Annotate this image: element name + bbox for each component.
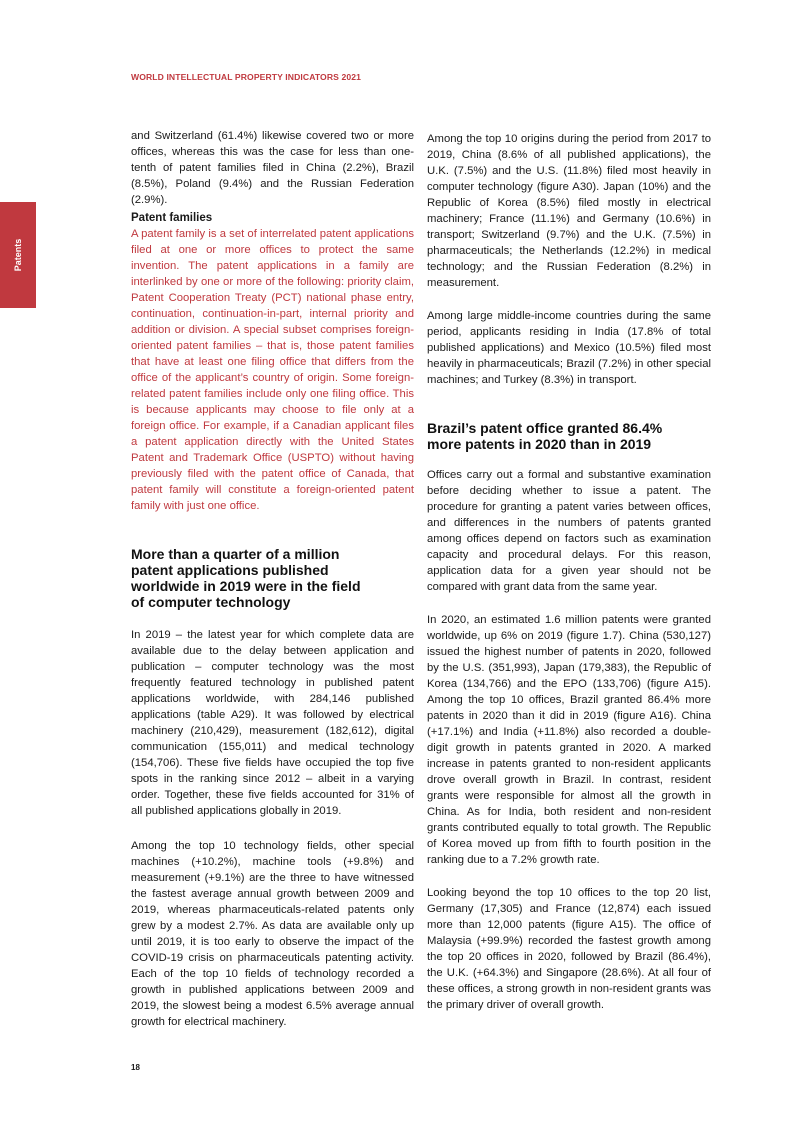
running-header: WORLD INTELLECTUAL PROPERTY INDICATORS 2021 xyxy=(131,72,361,82)
section-heading-computer-technology: More than a quarter of a million patent applications published worldwide in 2019 were in the field of computer technology xyxy=(131,546,361,610)
left-paragraph-2: In 2019 – the latest year for which complete data are available due to the delay between application and publication – computer technology was the most frequently featured technology in published patent applications worldwide, with 284,146 published applications (table A29). It was followed by electrical machinery (210,429), measurement (182,612), digital communication (155,011) and medical technology (154,706). These five fields have occupied the top five spots in the ranking since 2012 – albeit in a varying order. Together, these five fields accounted for 31% of all published applications globally in 2019. xyxy=(131,629,414,817)
left-paragraph-3: Among the top 10 technology fields, other special machines (+10.2%), machine tools (+9.8%) and measurement (+9.1%) are the three to have witnessed the fastest average annual growth between 2009 and 2019, whereas pharmaceuticals-related patents only grew by a modest 2.7%. As data are available only up until 2019, it is too early to observe the impact of the COVID-19 crisis on pharmaceuticals patenting activity. Each of the top 10 fields of technology recorded a growth in published applications between 2009 and 2019, the slowest being a modest 6.5% average annual growth for electrical machinery. xyxy=(131,840,414,1028)
right-paragraph-3: Offices carry out a formal and substantive examination before deciding whether to issue a patent. The procedure for granting a patent varies between offices, and differences in the numbers of patents granted among offices depend on factors such as examination capacity and procedural delays. For this reason, application data for a given year should not be compared with grant data from the same year. xyxy=(427,469,711,593)
right-paragraph-4: In 2020, an estimated 1.6 million patents were granted worldwide, up 6% on 2019 (figure 1.7). China (530,127) issued the highest number of patents in 2020, followed by the U.S. (351,993), Japan (179,383), the Republic of Korea (134,766) and the EPO (133,706) (figure A15). Among the top 10 offices, Brazil granted 86.4% more patents in 2020 than it did in 2019 (figure A16). China (+17.1%) and India (+11.8%) also recorded a double-digit growth in patents granted in 2020. A marked increase in patents granted to non-resident applicants drove overall growth in Brazil. In contrast, resident grants were responsible for almost all the growth in China. As for India, both resident and non-resident grants contributed equally to total growth. The Republic of Korea moved up from fifth to fourth position in the ranking due to a 7.2% growth rate. xyxy=(427,614,711,866)
section-tab xyxy=(0,202,36,308)
left-paragraph-1: and Switzerland (61.4%) likewise covered two or more offices, whereas this was the case for less than one-tenth of patent families filed in China (2.2%), Brazil (8.5%), Poland (9.4%) and the Russian Federation (2.9%). xyxy=(131,130,414,206)
right-paragraph-5: Looking beyond the top 10 offices to the top 20 list, Germany (17,305) and France (12,874) each issued more than 12,000 patents (figure A15). The office of Malaysia (+99.9%) recorded the fastest growth among the top 20 offices in 2020, followed by Brazil (86.4%), the U.K. (+64.3%) and Singapore (28.6%). At all four of these offices, a strong growth in non-resident grants was the primary driver of overall growth. xyxy=(427,887,711,1011)
patent-families-box-title: Patent families xyxy=(131,212,213,224)
page-number: 18 xyxy=(131,1063,140,1072)
right-paragraph-2: Among large middle-income countries during the same period, applicants residing in India (17.8% of total published applications) and Mexico (10.5%) filed most heavily in pharmaceuticals; Brazil (7.2%) in other special machines; and Turkey (8.3%) in transport. xyxy=(427,310,711,386)
section-heading-brazil-grants: Brazil’s patent office granted 86.4% more patents in 2020 than in 2019 xyxy=(427,420,663,452)
right-paragraph-1: Among the top 10 origins during the period from 2017 to 2019, China (8.6% of all published applications), the U.K. (7.5%) and the U.S. (11.8%) filed most heavily in computer technology (figure A30). Japan (10%) and the Republic of Korea (8.5%) filed mostly in electrical machinery; France (11.1%) and Germany (10.6%) in transport; Switzerland (9.7%) and the U.K. (7.5%) in pharmaceuticals; the Netherlands (12.2%) in medical technology; and the Russian Federation (8.2%) in measurement. xyxy=(427,133,711,289)
patent-families-box-text: A patent family is a set of interrelated patent applications filed at one or more offices to protect the same invention. The patent applications in a family are interlinked by one or more of the following: priority claim, Patent Cooperation Treaty (PCT) national phase entry, continuation, continuation-in-part, internal priority and addition or division. A special subset comprises foreign-oriented patent families – that is, those patent families that have at least one filing office that differs from the office of the applicant’s country of origin. Some foreign-related patent families include only one filing office. This is because applicants may choose to file only at a foreign office. For example, if a Canadian applicant files a patent application directly with the United States Patent and Trademark Office (USPTO) without having previously filed with the patent office of Canada, that patent family will constitute a foreign-oriented patent family with just one office. xyxy=(131,228,414,512)
section-tab-label: Patents xyxy=(13,238,23,272)
